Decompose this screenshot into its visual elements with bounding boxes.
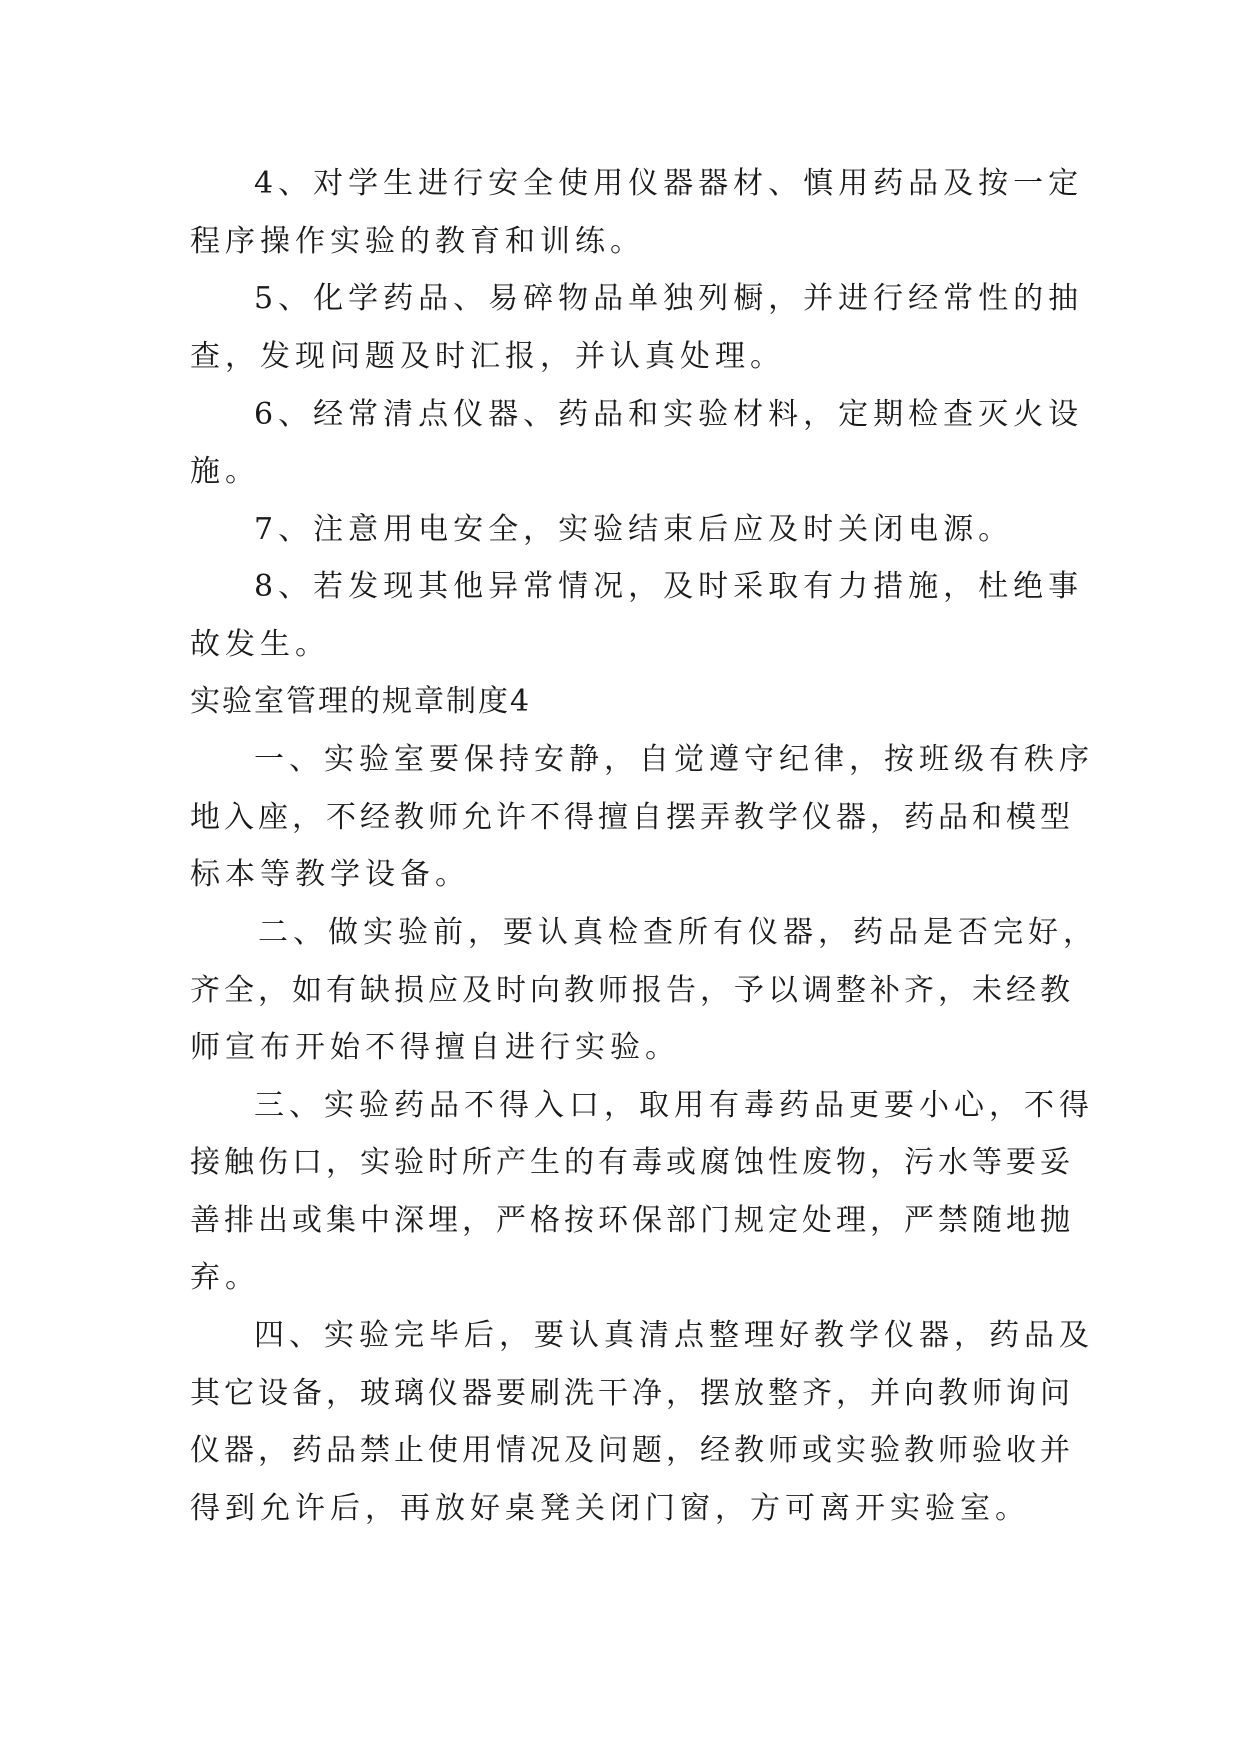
rule-4-line-2: 其它设备，玻璃仪器要刷洗干净，摆放整齐，并向教师询问 [190,1376,1074,1411]
rule-4-line-3: 仪器，药品禁止使用情况及问题，经教师或实验教师验收并 [190,1433,1074,1468]
rule-2-line-1: 二、做实验前，要认真检查所有仪器，药品是否完好， [258,915,1098,950]
rule-2-line-3: 师宣布开始不得擅自进行实验。 [190,1030,680,1065]
rule-4-line-4: 得到允许后，再放好桌凳关闭门窗，方可离开实验室。 [190,1491,1030,1526]
rule-2-line-2: 齐全，如有缺损应及时向教师报告，予以调整补齐，未经教 [190,973,1074,1008]
paragraph-6-line-1: 6、经常清点仪器、药品和实验材料，定期检查灭火设 [254,397,1084,432]
rule-1-line-2: 地入座，不经教师允许不得擅自摆弄教学仪器，药品和模型 [190,800,1074,835]
paragraph-6-line-2: 施。 [190,454,260,489]
paragraph-7-line-1: 7、注意用电安全，实验结束后应及时关闭电源。 [254,512,1014,547]
paragraph-4-line-1: 4、对学生进行安全使用仪器器材、慎用药品及按一定 [254,166,1084,201]
rule-3-line-1: 三、实验药品不得入口，取用有毒药品更要小心，不得 [254,1088,1094,1123]
rule-3-line-2: 接触伤口，实验时所产生的有毒或腐蚀性废物，污水等要妥 [190,1145,1074,1180]
rule-1-line-1: 一、实验室要保持安静，自觉遵守纪律，按班级有秩序 [254,742,1094,777]
paragraph-8-line-2: 故发生。 [190,627,330,662]
rule-3-line-3: 善排出或集中深埋，严格按环保部门规定处理，严禁随地抛 [190,1203,1074,1238]
paragraph-5-line-1: 5、化学药品、易碎物品单独列橱，并进行经常性的抽 [254,281,1084,316]
rule-1-line-3: 标本等教学设备。 [190,857,470,892]
paragraph-5-line-2: 查，发现问题及时汇报，并认真处理。 [190,339,785,374]
paragraph-4-line-2: 程序操作实验的教育和训练。 [190,224,645,259]
rule-3-line-4: 弃。 [190,1260,260,1295]
rule-4-line-1: 四、实验完毕后，要认真清点整理好教学仪器，药品及 [254,1318,1094,1353]
paragraph-8-line-1: 8、若发现其他异常情况，及时采取有力措施，杜绝事 [254,569,1084,604]
section-heading: 实验室管理的规章制度4 [190,684,532,719]
